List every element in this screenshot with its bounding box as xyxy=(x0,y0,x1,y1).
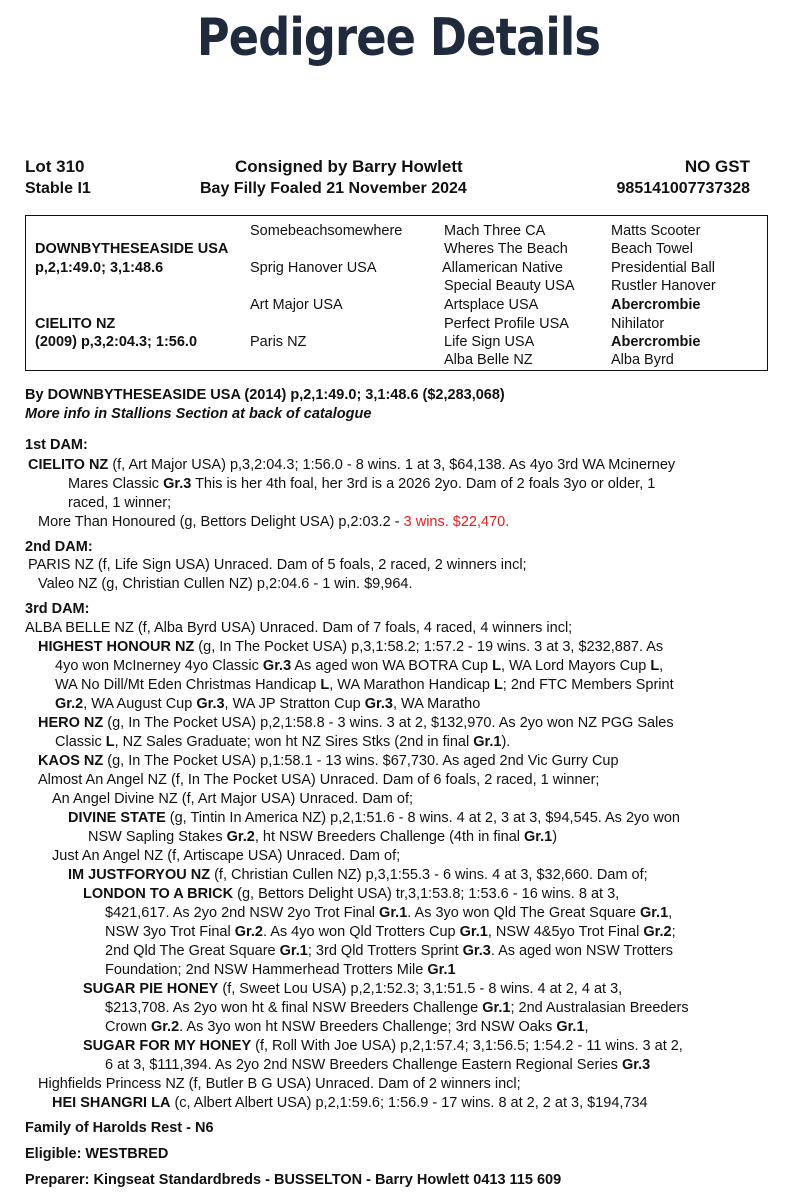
gst-status: NO GST xyxy=(684,157,750,176)
dam3-foal: Highfields Princess NZ (f, Butler B G USA) Unraced. Dam of 2 winners incl; xyxy=(38,1076,521,1092)
dam3-foal: Just An Angel NZ (f, Artiscape USA) Unraced. Dam of; xyxy=(52,848,401,864)
pedigree-g3: Allamerican Native xyxy=(442,260,563,276)
dam3-line: Gr.2, WA August Cup Gr.3, WA JP Stratton Cup Gr.3, WA Maratho xyxy=(55,696,481,712)
pedigree-g4: Matts Scooter xyxy=(611,223,701,239)
dam3-line: 6 at 3, $111,394. As 2yo 2nd NSW Breeders Challenge Eastern Regional Series Gr.3 xyxy=(105,1057,651,1073)
dam3-heading: 3rd DAM: xyxy=(25,601,90,617)
page-title: Pedigree Details xyxy=(196,8,601,68)
pedigree-g4: Nihilator xyxy=(611,316,665,332)
dam3-foal: SUGAR PIE HONEY (f, Sweet Lou USA) p,2,1:52.3; 3,1:51.5 - 8 wins. 4 at 2, 4 at 3, xyxy=(83,981,623,997)
dam2-line: PARIS NZ (f, Life Sign USA) Unraced. Dam of 5 foals, 2 raced, 2 winners incl; xyxy=(28,557,527,573)
dam3-foal: HIGHEST HONOUR NZ (g, In The Pocket USA) p,3,1:58.2; 1:57.2 - 19 wins. 3 at 3, $232,887. As xyxy=(38,639,664,655)
dam3-foal: Almost An Angel NZ (f, In The Pocket USA) Unraced. Dam of 6 foals, 2 raced, 1 winner; xyxy=(38,772,600,788)
dam1-line: raced, 1 winner; xyxy=(68,495,172,511)
dam3-foal: LONDON TO A BRICK (g, Bettors Delight USA) tr,3,1:53.8; 1:53.6 - 16 wins. 8 at 3, xyxy=(83,886,620,902)
pedigree-g4: Abercrombie xyxy=(611,334,701,350)
sire-summary: By DOWNBYTHESEASIDE USA (2014) p,2,1:49.0; 3,1:48.6 ($2,283,068) xyxy=(25,387,505,403)
eligibility: Eligible: WESTBRED xyxy=(25,1146,169,1162)
pedigree-g2: Art Major USA xyxy=(250,297,343,313)
pedigree-table xyxy=(25,215,768,371)
dam3-line: NSW Sapling Stakes Gr.2, ht NSW Breeders Challenge (4th in final Gr.1) xyxy=(88,829,558,845)
pedigree-g4: Abercrombie xyxy=(611,297,701,313)
pedigree-g3: Perfect Profile USA xyxy=(444,316,569,332)
dam1-line: CIELITO NZ (f, Art Major USA) p,3,2:04.3; 1:56.0 - 8 wins. 1 at 3, $64,138. As 4yo 3rd WA Mcinerney xyxy=(28,457,676,473)
dam3-foal: DIVINE STATE (g, Tintin In America NZ) p,2,1:51.6 - 8 wins. 4 at 2, 3 at 3, $94,545. As 2yo won xyxy=(68,810,680,826)
dam3-foal: IM JUSTFORYOU NZ (f, Christian Cullen NZ) p,3,1:55.3 - 6 wins. 4 at 3, $32,660. Dam of; xyxy=(68,867,648,883)
pedigree-sire: DOWNBYTHESEASIDE USA xyxy=(35,241,229,257)
dam3-line: $213,708. As 2yo won ht & final NSW Breeders Challenge Gr.1; 2nd Australasian Breeders xyxy=(105,1000,689,1016)
pedigree-g3: Alba Belle NZ xyxy=(444,352,533,368)
pedigree-g2: Paris NZ xyxy=(250,334,307,350)
dam1-foal: More Than Honoured (g, Bettors Delight USA) p,2:03.2 - 3 wins. $22,470. xyxy=(38,514,510,530)
consignor: Consigned by Barry Howlett xyxy=(235,157,463,176)
pedigree-g3: Mach Three CA xyxy=(444,223,546,239)
stable: Stable I1 xyxy=(25,180,91,197)
dam3-line: NSW 3yo Trot Final Gr.2. As 4yo won Qld Trotters Cup Gr.1, NSW 4&5yo Trot Final Gr.2; xyxy=(105,924,676,940)
dam3-line: 4yo won McInerney 4yo Classic Gr.3 As aged won WA BOTRA Cup L, WA Lord Mayors Cup L, xyxy=(55,658,664,674)
pedigree-g3: Special Beauty USA xyxy=(444,278,575,294)
stallion-note: More info in Stallions Section at back of catalogue xyxy=(25,406,372,422)
dam3-foal: KAOS NZ (g, In The Pocket USA) p,1:58.1 - 13 wins. $67,730. As aged 2nd Vic Gurry Cup xyxy=(38,753,619,769)
dam3-line: 2nd Qld The Great Square Gr.1; 3rd Qld Trotters Sprint Gr.3. As aged won NSW Trotters xyxy=(105,943,673,959)
dam3-line: Classic L, NZ Sales Graduate; won ht NZ Sires Stks (2nd in final Gr.1). xyxy=(55,734,511,750)
dam3-line: WA No Dill/Mt Eden Christmas Handicap L, WA Marathon Handicap L; 2nd FTC Members Sprint xyxy=(55,677,674,693)
dam3-foal: An Angel Divine NZ (f, Art Major USA) Unraced. Dam of; xyxy=(52,791,414,807)
dam1-line: Mares Classic Gr.3 This is her 4th foal, her 3rd is a 2026 2yo. Dam of 2 foals 3yo or older, 1 xyxy=(68,476,656,492)
pedigree-g2: Somebeachsomewhere xyxy=(250,223,403,239)
lot-number: Lot 310 xyxy=(25,157,85,176)
pedigree-sire-record: p,2,1:49.0; 3,1:48.6 xyxy=(35,260,164,276)
pedigree-dam-record: (2009) p,3,2:04.3; 1:56.0 xyxy=(35,334,198,350)
pedigree-g3: Artsplace USA xyxy=(444,297,539,313)
dam3-line: Crown Gr.2. As 3yo won ht NSW Breeders Challenge; 3rd NSW Oaks Gr.1, xyxy=(105,1019,589,1035)
family-line: Family of Harolds Rest - N6 xyxy=(25,1120,214,1136)
microchip-number: 985141007737328 xyxy=(616,180,750,197)
pedigree-g4: Rustler Hanover xyxy=(611,278,716,294)
pedigree-g4: Presidential Ball xyxy=(611,260,715,276)
dam1-heading: 1st DAM: xyxy=(25,437,88,453)
dam3-foal: HEI SHANGRI LA (c, Albert Albert USA) p,2,1:59.6; 1:56.9 - 17 wins. 8 at 2, 2 at 3, $194,734 xyxy=(52,1095,648,1111)
pedigree-g3: Wheres The Beach xyxy=(444,241,568,257)
horse-description: Bay Filly Foaled 21 November 2024 xyxy=(200,180,467,197)
pedigree-g4: Beach Towel xyxy=(611,241,693,257)
dam3-line: $421,617. As 2yo 2nd NSW 2yo Trot Final Gr.1. As 3yo won Qld The Great Square Gr.1, xyxy=(105,905,673,921)
pedigree-g4: Alba Byrd xyxy=(611,352,674,368)
pedigree-dam: CIELITO NZ xyxy=(35,316,116,332)
dam3-foal: SUGAR FOR MY HONEY (f, Roll With Joe USA) p,2,1:57.4; 3,1:56.5; 1:54.2 - 11 wins. 3 at 2, xyxy=(83,1038,683,1054)
pedigree-g2: Sprig Hanover USA xyxy=(250,260,377,276)
pedigree-g3: Life Sign USA xyxy=(444,334,535,350)
dam3-foal: HERO NZ (g, In The Pocket USA) p,2,1:58.8 - 3 wins. 3 at 2, $132,970. As 2yo won NZ PGG Sales xyxy=(38,715,674,731)
dam2-foal: Valeo NZ (g, Christian Cullen NZ) p,2:04.6 - 1 win. $9,964. xyxy=(38,576,413,592)
preparer: Preparer: Kingseat Standardbreds - BUSSELTON - Barry Howlett 0413 115 609 xyxy=(25,1172,562,1188)
dam3-line: ALBA BELLE NZ (f, Alba Byrd USA) Unraced. Dam of 7 foals, 4 raced, 4 winners incl; xyxy=(25,620,573,636)
dam2-heading: 2nd DAM: xyxy=(25,539,93,555)
dam3-line: Foundation; 2nd NSW Hammerhead Trotters Mile Gr.1 xyxy=(105,962,456,978)
